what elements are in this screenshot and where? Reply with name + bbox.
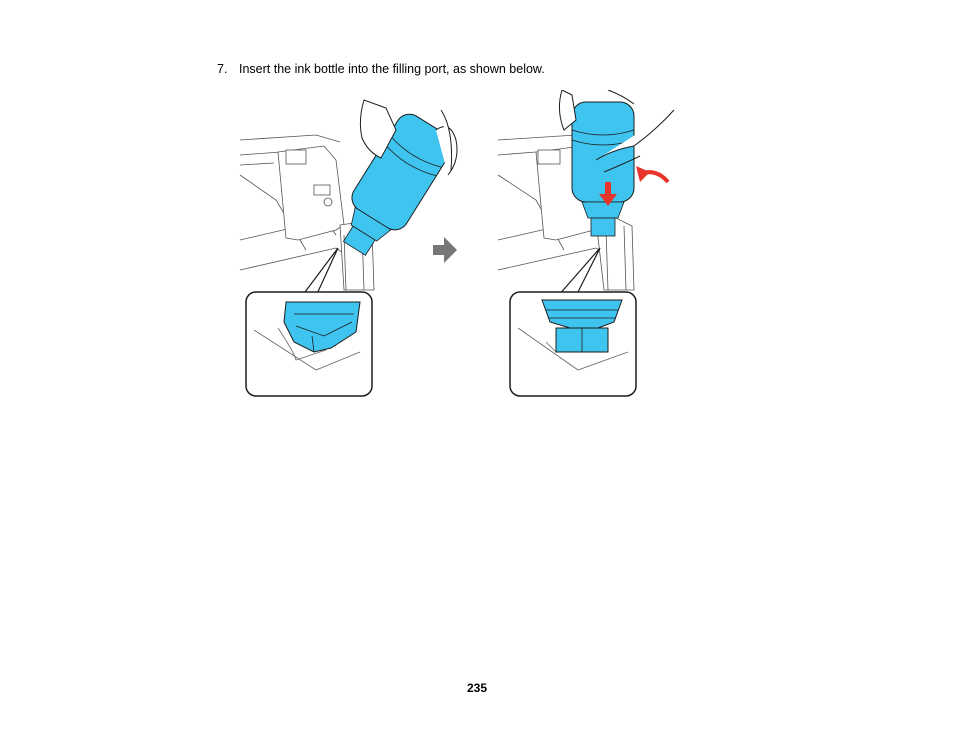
next-step-arrow-icon: [433, 237, 457, 263]
step-number: 7.: [217, 62, 228, 76]
instruction-step: [217, 62, 545, 76]
page-number: 235: [466, 681, 488, 695]
rotate-arrow-icon: [636, 166, 668, 182]
step-text: Insert the ink bottle into the filling port, as shown below.: [239, 62, 545, 76]
ink-bottle-insertion-illustration: [236, 90, 676, 400]
